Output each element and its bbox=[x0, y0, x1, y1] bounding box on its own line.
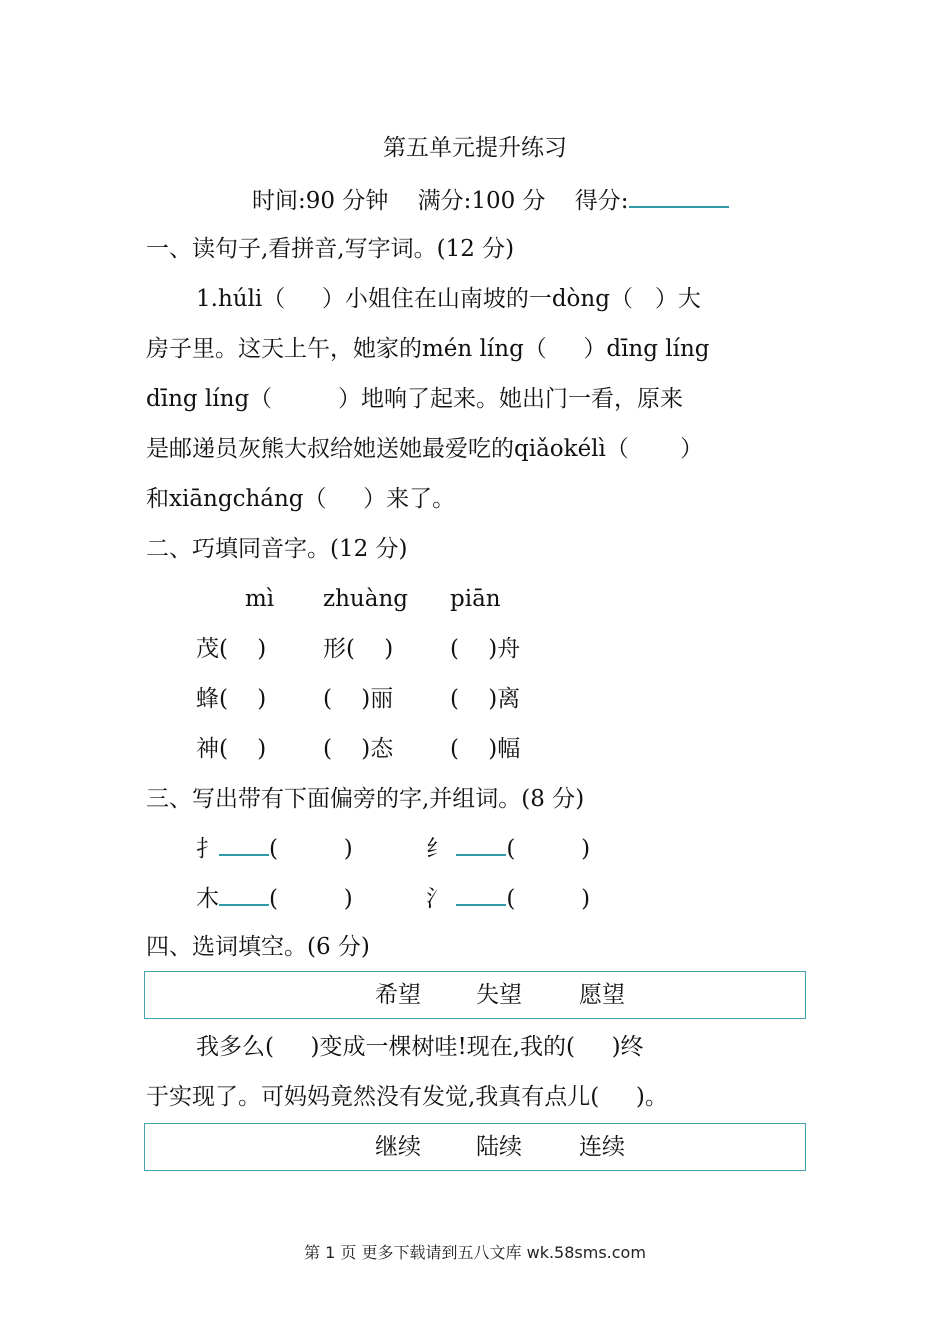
page-footer: 第 1 页 更多下载请到五八文库 wk.58sms.com bbox=[304, 1243, 646, 1262]
s2-cell: 蜂( ) bbox=[196, 686, 267, 712]
s4-sentence-line-2: 于实现了。可妈妈竟然没有发觉,我真有点儿( )。 bbox=[146, 1084, 668, 1110]
word-option[interactable]: 陆续 bbox=[476, 1134, 522, 1160]
time-info: 时间:90 分钟 bbox=[252, 188, 389, 214]
s2-cell: ( )态 bbox=[323, 736, 394, 762]
s1-line-1: 1.húli（ ）小姐住在山南坡的一dòng（ ）大 bbox=[196, 286, 701, 312]
word-paren: ( ) bbox=[269, 836, 353, 862]
s4-sentence-line-1: 我多么( )变成一棵树哇!现在,我的( )终 bbox=[196, 1034, 644, 1060]
word-paren: ( ) bbox=[506, 836, 591, 862]
word-option[interactable]: 愿望 bbox=[579, 982, 625, 1008]
s2-cell: ( )离 bbox=[450, 686, 521, 712]
score-label: 得分: bbox=[574, 188, 629, 214]
score-blank[interactable] bbox=[629, 184, 729, 208]
answer-blank[interactable] bbox=[219, 884, 269, 906]
radical-row bbox=[426, 834, 590, 864]
radical-row bbox=[196, 884, 353, 914]
pinyin-mi: mì bbox=[245, 586, 275, 612]
word-choice-box-1 bbox=[144, 971, 806, 1019]
word-paren: ( ) bbox=[269, 886, 353, 912]
answer-blank[interactable] bbox=[219, 834, 269, 856]
radical: 扌 bbox=[196, 836, 219, 862]
s1-line-4: 是邮递员灰熊大叔给她送她最爱吃的qiǎokélì（ ） bbox=[146, 436, 704, 462]
full-score-info: 满分:100 分 bbox=[417, 188, 546, 214]
section-2-heading: 二、巧填同音字。(12 分) bbox=[146, 536, 408, 562]
s2-cell: ( )幅 bbox=[450, 736, 521, 762]
section-4-heading: 四、选词填空。(6 分) bbox=[146, 934, 370, 960]
answer-blank[interactable] bbox=[456, 834, 506, 856]
radical: 氵 bbox=[426, 886, 449, 912]
s2-cell: ( )舟 bbox=[450, 636, 521, 662]
s1-line-5: 和xiāngcháng（ ）来了。 bbox=[146, 486, 456, 512]
word-paren: ( ) bbox=[506, 886, 591, 912]
section-3-heading: 三、写出带有下面偏旁的字,并组词。(8 分) bbox=[146, 786, 585, 812]
answer-blank[interactable] bbox=[456, 884, 506, 906]
s2-cell: 茂( ) bbox=[196, 636, 267, 662]
s2-cell: ( )丽 bbox=[323, 686, 394, 712]
word-choice-box-2 bbox=[144, 1123, 806, 1171]
pinyin-pian: piān bbox=[450, 586, 501, 612]
radical-row bbox=[196, 834, 353, 864]
radical-row bbox=[426, 884, 590, 914]
word-option[interactable]: 继续 bbox=[375, 1134, 421, 1160]
word-option[interactable]: 希望 bbox=[375, 982, 421, 1008]
radical: 木 bbox=[196, 886, 219, 912]
word-option[interactable]: 失望 bbox=[476, 982, 522, 1008]
info-line bbox=[252, 184, 729, 216]
pinyin-zhuang: zhuàng bbox=[323, 586, 408, 612]
s2-cell: 形( ) bbox=[323, 636, 394, 662]
section-1-heading: 一、读句子,看拼音,写字词。(12 分) bbox=[146, 236, 515, 262]
word-option[interactable]: 连续 bbox=[579, 1134, 625, 1160]
s1-line-2: 房子里。这天上午，她家的mén líng（ ）dīng líng bbox=[146, 336, 710, 362]
s2-cell: 神( ) bbox=[196, 736, 267, 762]
s1-line-3: dīng líng（ ）地响了起来。她出门一看，原来 bbox=[146, 386, 683, 412]
radical: 纟 bbox=[426, 836, 449, 862]
page-title: 第五单元提升练习 bbox=[383, 135, 567, 161]
